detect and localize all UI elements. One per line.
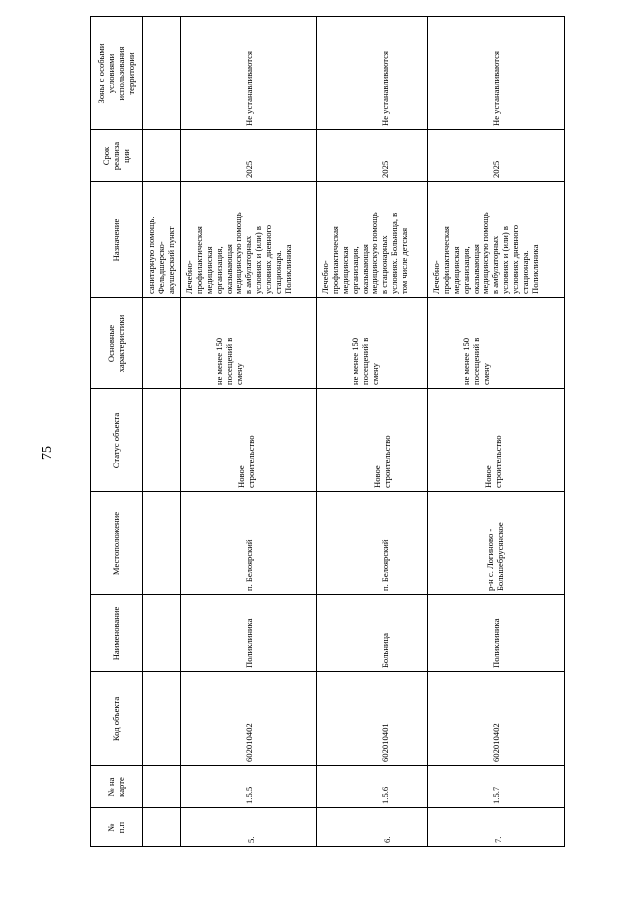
- row-5-status: [180, 388, 317, 492]
- row-6-characteristics-text: посещений в: [359, 337, 370, 385]
- header-term-text: реализа: [110, 141, 121, 171]
- row-7-location-text: Большебрусянское: [494, 522, 505, 591]
- row-5-purpose-text: оказывающая: [223, 244, 234, 294]
- row-7-purpose-text: условиях и (или) в: [500, 226, 511, 294]
- row-5-purpose-text: организация,: [213, 246, 224, 294]
- row-7-purpose-text: стационара.: [519, 250, 530, 294]
- row-7-status: [427, 388, 565, 492]
- row-7-zones-text: Не устанавливаются: [491, 51, 501, 126]
- row-6-status-text: строительство: [381, 435, 392, 488]
- row-6-status: [316, 388, 428, 492]
- row-6-characteristics-text: не менее 150: [350, 337, 360, 385]
- row-6-purpose-text: медицинскую помощь: [369, 212, 380, 294]
- continuation-purpose-text: санитарную помощь.: [146, 216, 156, 294]
- row-6-name: [316, 594, 428, 672]
- row-5-characteristics: [180, 297, 317, 389]
- row-7-status-text: строительство: [492, 435, 503, 488]
- row-5-purpose-text: условиях и (или) в: [253, 226, 264, 294]
- header-num: [90, 807, 143, 847]
- row-5-code: [180, 671, 317, 766]
- row-7-purpose-text: медицинскую помощь: [480, 212, 491, 294]
- continuation-zones: [142, 16, 181, 130]
- row-5-term-text: 2025: [244, 160, 254, 178]
- continuation-location: [142, 491, 181, 595]
- row-6-purpose-text: том числе детская: [399, 227, 409, 294]
- row-7-term: [427, 129, 565, 182]
- row-6-code: [316, 671, 428, 766]
- row-6-name-text: Больница: [380, 633, 390, 668]
- header-term-text: ции: [120, 149, 131, 163]
- row-5-purpose-text: в амбулаторных: [243, 235, 254, 294]
- row-7-location-text: р-н с. Логиново -: [485, 528, 495, 591]
- header-status: [90, 388, 143, 492]
- row-7-purpose-text: в амбулаторных: [490, 235, 501, 294]
- row-7-name: [427, 594, 565, 672]
- row-6-purpose-text: медицинская: [339, 246, 350, 294]
- row-7-characteristics: [427, 297, 565, 389]
- row-7-map-no-text: 1.5.7: [491, 786, 501, 804]
- row-7-purpose-text: медицинская: [450, 246, 461, 294]
- continuation-status: [142, 388, 181, 492]
- header-characteristics: [90, 297, 143, 389]
- header-purpose: [90, 181, 143, 298]
- row-6-purpose: [316, 181, 428, 298]
- row-6-location: [316, 491, 428, 595]
- header-characteristics-text: Основные: [106, 324, 116, 363]
- row-7-purpose-text: Лечебно-: [431, 260, 441, 294]
- row-6-status-text: Новое: [372, 465, 382, 488]
- row-5-code-text: 602010402: [244, 723, 254, 762]
- row-6-zones-text: Не устанавливаются: [380, 51, 390, 126]
- continuation-purpose: [142, 181, 181, 298]
- header-zones-text: использования: [115, 46, 126, 101]
- header-location: [90, 491, 143, 595]
- continuation-term: [142, 129, 181, 182]
- header-num-text: №: [106, 823, 116, 832]
- continuation-characteristics: [142, 297, 181, 389]
- row-7-purpose-text: Поликлиника: [529, 244, 540, 294]
- continuation-map-no: [142, 765, 181, 808]
- row-5-location: [180, 491, 317, 595]
- header-name: [90, 594, 143, 672]
- row-5-purpose-text: медицинская: [203, 246, 214, 294]
- row-7-num-text: 7.: [493, 836, 503, 843]
- row-5-num: [180, 807, 317, 847]
- page-number: 75: [40, 446, 55, 460]
- row-7-purpose: [427, 181, 565, 298]
- row-5-purpose-text: медицинскую помощь: [233, 212, 244, 294]
- continuation-code: [142, 671, 181, 766]
- row-6-map-no: [316, 765, 428, 808]
- continuation-name: [142, 594, 181, 672]
- row-6-zones: [316, 16, 428, 130]
- row-7-characteristics-text: посещений в: [470, 337, 481, 385]
- row-5-purpose: [180, 181, 317, 298]
- objects-table: [90, 16, 564, 846]
- continuation-num: [142, 807, 181, 847]
- header-characteristics-text: характеристики: [115, 314, 126, 373]
- row-7-zones: [427, 16, 565, 130]
- row-7-characteristics-text: смену: [480, 363, 491, 385]
- header-zones-text: Зоны с особыми: [96, 43, 106, 104]
- row-6-characteristics-text: смену: [369, 363, 380, 385]
- header-purpose-text: Назначение: [111, 218, 121, 262]
- header-code: [90, 671, 143, 766]
- row-7-location: [427, 491, 565, 595]
- continuation-purpose-text: акушерский пункт: [165, 226, 176, 294]
- row-5-zones: [180, 16, 317, 130]
- row-5-purpose-text: Поликлиника: [282, 244, 293, 294]
- row-5-name-text: Поликлиника: [244, 618, 254, 668]
- header-location-text: Местоположение: [111, 511, 121, 576]
- row-5-purpose-text: стационара.: [272, 250, 283, 294]
- row-7-characteristics-text: не менее 150: [461, 337, 471, 385]
- header-code-text: Код объекта: [111, 696, 121, 742]
- row-6-map-no-text: 1.5.6: [380, 786, 390, 804]
- row-6-purpose-text: Лечебно-: [320, 260, 330, 294]
- header-zones: [90, 16, 143, 130]
- row-7-num: [427, 807, 565, 847]
- row-5-characteristics-text: не менее 150: [214, 337, 224, 385]
- header-zones-text: территории: [125, 52, 136, 95]
- row-5-zones-text: Не устанавливаются: [244, 51, 254, 126]
- row-5-characteristics-text: посещений в: [223, 337, 234, 385]
- header-zones-text: условиями: [105, 53, 116, 94]
- row-7-map-no: [427, 765, 565, 808]
- header-status-text: Статус объекта: [111, 412, 121, 469]
- row-5-term: [180, 129, 317, 182]
- row-6-purpose-text: организация,: [349, 246, 360, 294]
- continuation-purpose-text: Фельдшерско-: [155, 241, 166, 294]
- row-7-term-text: 2025: [491, 160, 501, 178]
- row-5-status-text: Новое: [236, 465, 246, 488]
- header-term-text: Срок: [101, 146, 111, 166]
- row-7-code: [427, 671, 565, 766]
- header-name-text: Наименование: [111, 606, 121, 661]
- row-7-purpose-text: оказывающая: [470, 244, 481, 294]
- row-5-map-no: [180, 765, 317, 808]
- row-6-characteristics: [316, 297, 428, 389]
- header-map-no: [90, 765, 143, 808]
- row-6-purpose-text: профилактическая: [329, 226, 340, 294]
- row-7-code-text: 602010402: [491, 723, 501, 762]
- row-5-purpose-text: условиях дневного: [263, 224, 273, 294]
- row-6-purpose-text: условиях. Больница, в: [389, 212, 400, 294]
- header-map-no-text: карте: [115, 777, 126, 797]
- header-term: [90, 129, 143, 182]
- row-5-purpose-text: Лечебно-: [184, 260, 194, 294]
- row-7-purpose-text: организация,: [460, 246, 471, 294]
- row-7-name-text: Поликлиника: [491, 618, 501, 668]
- row-6-location-text: п. Белоярский: [380, 539, 390, 591]
- row-5-status-text: строительство: [245, 435, 256, 488]
- row-7-purpose-text: условиях дневного: [510, 224, 520, 294]
- row-6-purpose-text: в стационарных: [379, 235, 390, 294]
- row-6-num-text: 6.: [382, 836, 392, 843]
- row-6-term: [316, 129, 428, 182]
- row-6-code-text: 602010401: [380, 723, 390, 762]
- row-6-purpose-text: оказывающая: [359, 244, 370, 294]
- row-6-num: [316, 807, 428, 847]
- header-num-text: п.п: [115, 821, 126, 834]
- header-map-no-text: № на: [106, 777, 116, 797]
- row-6-term-text: 2025: [380, 160, 390, 178]
- row-7-status-text: Новое: [483, 465, 493, 488]
- row-5-name: [180, 594, 317, 672]
- row-5-purpose-text: профилактическая: [193, 226, 204, 294]
- row-5-num-text: 5.: [246, 836, 256, 843]
- row-7-purpose-text: профилактическая: [440, 226, 451, 294]
- row-5-map-no-text: 1.5.5: [244, 786, 254, 804]
- row-5-characteristics-text: смену: [233, 363, 244, 385]
- row-5-location-text: п. Белоярский: [244, 539, 254, 591]
